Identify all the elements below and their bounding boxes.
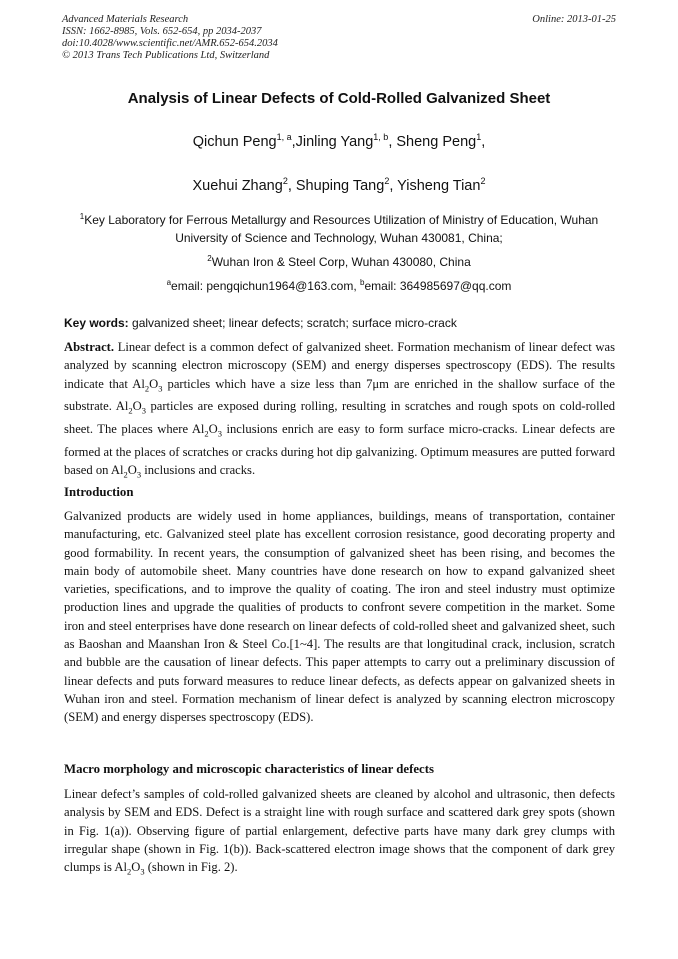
affiliation-1 [60, 208, 618, 247]
email-sup: a [166, 278, 172, 287]
email-b: email: 364985697@qq.com [364, 279, 512, 293]
macro-text: Linear defect’s samples of cold-rolled galvanized sheets are cleaned by alcohol and ultrasonic, then defects analysis by SEM and EDS. Defect is a straight line with rough surface and scattered dark grey spots (shown in Fig. 1(a)). Observing figure of partial enlargement, defective parts have many dark grey clumps with irregular shape (shown in Fig. 1(b)). Back-scattered electron image shows that the component of dark grey clumps is Al [64, 787, 615, 875]
author-name: Shuping Tang [295, 177, 385, 194]
abstract-paragraph [64, 338, 615, 484]
macro-text: O [131, 860, 141, 875]
subscript: 3 [140, 866, 145, 877]
section-heading-introduction: Introduction [64, 485, 134, 499]
email-line [60, 274, 618, 295]
abstract-text: inclusions enrich are easy to form surface micro-cracks. Linear defects are formed at the places of scratches or cracks during hot dip galvanizing. Optimum measures are putted forward based on Al [64, 422, 615, 478]
subscript: 3 [136, 469, 142, 480]
paper-title: Analysis of Linear Defects of Cold-Rolled Galvanized Sheet [127, 90, 551, 107]
affiliation-line: University of Science and Technology, Wuhan 430081, China; [175, 231, 503, 245]
subscript: 3 [217, 428, 223, 439]
author-name: Xuehui Zhang [192, 177, 283, 194]
authors-line-2: Xuehui Zhang$^2$, Shuping Tang$^2$, Yisheng Tian$^2$ [192, 176, 486, 194]
keywords [64, 316, 620, 330]
macro-paragraph [64, 785, 615, 881]
affiliation-sup: 2 [207, 254, 212, 263]
subscript: 2 [144, 383, 150, 394]
author-sup: 2 [384, 176, 390, 186]
abstract-text: O [149, 376, 159, 391]
journal-header [62, 14, 616, 62]
authors-line-1: Qichun Peng$^{1, a}$,Jinling Yang$^{1, b}$, Sheng Peng$^1$, [192, 132, 486, 150]
macro-text: (shown in Fig. 2). [144, 860, 238, 875]
affiliation-2 [60, 250, 618, 271]
keywords-text: galvanized sheet; linear defects; scratch; surface micro-crack [128, 316, 457, 330]
author-sup: 2 [480, 176, 486, 186]
subscript: 2 [126, 866, 132, 877]
abstract-label: Abstract. [64, 340, 115, 354]
author-name: Qichun Peng [192, 133, 277, 150]
author-sup: 1, a [276, 132, 292, 142]
journal-issn: ISSN: 1662-8985, Vols. 652-654, pp 2034-2037 [62, 26, 262, 37]
online-date: Online: 2013-01-25 [532, 14, 616, 25]
abstract-text: Linear defect is a common defect of galvanized sheet. Formation mechanism of linear defect was analyzed by scanning electron microscopy (SEM) and energy disperses spectroscopy (EDS). The results indicate that Al [64, 340, 615, 391]
abstract-text: particles which have a size less than 7μm are enriched in the shallow surface of the substrate. Al [64, 376, 615, 414]
abstract-text: O [127, 463, 137, 478]
section-heading-macro: Macro morphology and microscopic characteristics of linear defects [64, 762, 434, 776]
abstract-text: inclusions and cracks. [141, 463, 256, 478]
author-name: Yisheng Tian [397, 177, 481, 194]
subscript: 2 [123, 469, 128, 480]
author-sup: 2 [282, 176, 288, 186]
affiliation-line: Key Laboratory for Ferrous Metallurgy and Resources Utilization of Ministry of Education, Wuhan [84, 213, 599, 227]
email-sup: b [360, 278, 365, 287]
author-sup: 1, b [373, 132, 389, 142]
author-name: Sheng Peng [396, 133, 477, 150]
subscript: 3 [158, 383, 163, 394]
journal-copyright: © 2013 Trans Tech Publications Ltd, Switzerland [62, 50, 270, 61]
affiliation-line: Wuhan Iron & Steel Corp, Wuhan 430080, China [211, 255, 471, 269]
author-sup: 1 [476, 132, 482, 142]
abstract-text: particles are exposed during rolling, resulting in scratches and rough spots on cold-rolled sheet. The places where Al [64, 399, 615, 437]
affiliation-sup: 1 [79, 212, 85, 221]
subscript: 3 [141, 405, 146, 416]
keywords-label: Key words: [64, 316, 129, 330]
journal-name: Advanced Materials Research [62, 14, 189, 25]
subscript: 2 [128, 405, 133, 416]
author-name: Jinling Yang [295, 133, 374, 150]
abstract-text: O [132, 399, 142, 414]
journal-doi: doi:10.4028/www.scientific.net/AMR.652-654.2034 [62, 38, 278, 49]
subscript: 2 [204, 428, 209, 439]
introduction-paragraph: Galvanized products are widely used in home appliances, buildings, means of transportation, container manufacturing, etc. Galvanized steel plate has excellent corrosion resistance, good decorating property and good formability. In recent years, the consumption of galvanized sheet has been rising, and becomes the main body of automobile sheet. Many countries have done research on how to expand galvanized sheet varieties, specifications, and to improve the quality of coating. The iron and steel industry must optimize production lines and upgrade the qualities of products to confront severe competition in the market. Some iron and steel enterprises have done research on linear defects of cold-rolled sheet and galvanized sheet, such as Baoshan and Maanshan Iron & Steel Co.[1~4]. The results are that longitudinal crack, inclusion, scratch and bubble are the causation of linear defects. This paper attempts to carry out a preliminary discussion of linear defects and puts forward measures to reduce linear defects, as defects appear on galvanized sheets in Wuhan iron and steel. Formation mechanism of linear defect is analyzed by scanning electron microscopy (SEM) and energy disperses spectroscopy (EDS). [64, 509, 615, 725]
email-a: email: pengqichun1964@163.com, [171, 279, 361, 293]
abstract-text: O [208, 422, 218, 437]
